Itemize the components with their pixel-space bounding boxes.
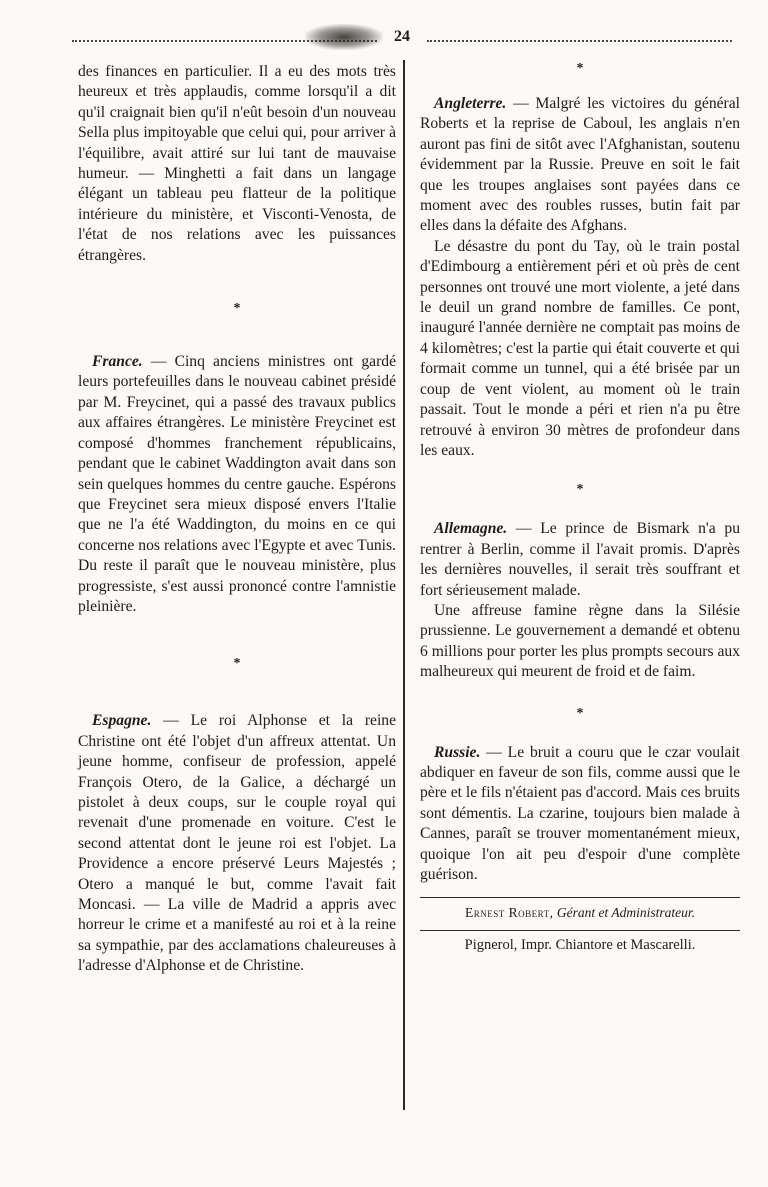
header-ornament-right <box>427 40 732 46</box>
france-article <box>78 352 396 617</box>
russia-body: — Le bruit a couru que le czar voulait abdiquer en faveur de son fils, comme aussi que le père et le fils n'étaient pas d'accord. Mais ces bruits sont démentis. La czarine, toujours bien malade à Cannes, paraît se trouver momentanément mieux, quoique l'on ait peu d'espoir d'une complète guérison. <box>420 743 740 883</box>
printer-line: Pignerol, Impr. Chiantore et Mascarelli. <box>464 937 696 954</box>
italy-continuation: des finances en particulier. Il a eu des mots très heureux et très applaudis, comme lorsqu'il a dit qu'il craignait bien qu'il n'eût besoin d'un nouveau Sella plus impitoyable que celui qui, pour arriver à l'équilibre, avait attiré sur lui tant de mauvaise humeur. — Minghetti a fait dans un langage élégant un tableau peu flatteur de la politique intérieure du ministère, et Visconti-Venosta, de l'état de nos relations avec les puissances étrangères. <box>78 63 396 264</box>
footer-rule <box>420 897 740 898</box>
germany-body: — Le prince de Bismark n'a pu rentrer à Berlin, comme il l'avait promis. D'après les dernières nouvelles, il serait très souffrant et fort sérieusement malade. <box>420 520 740 599</box>
column-divider <box>403 60 405 1110</box>
footer-role: Gérant et Administrateur. <box>553 905 695 921</box>
russia-heading: Russie. <box>434 743 481 761</box>
england-article-2: Le désastre du pont du Tay, où le train postal d'Edimbourg a entièrement péri et où près de cent personnes ont trouvé une mort violente, a jeté dans le deuil un grand nombre de familles. Ce pont, inauguré l'année dernière ne comptait pas moins de 4 kilomètres; c'est la partie qui était couverte et qui formait comme un tunnel, qui a été brisée par un coup de vent violent, au moment où le train passait. Tout le monde a péri et rien n'a pu être retrouvé à environ 30 mètres de profondeur dans les eaux. <box>420 237 740 459</box>
england-body: — Malgré les victoires du général Roberts et la reprise de Caboul, les anglais n'en auront pas fini de sitôt avec l'Afghanistan, soutenu évidemment par la Russie. Preuve en soit le fait que les troupes anglaises sont payées dans ce moment avec des roubles russes, butin fait par elles dans la défaite des Afghans. <box>420 95 740 235</box>
france-body: — Cinq anciens ministres ont gardé leurs portefeuilles dans le nouveau cabinet présidé par M. Freycinet, qui a passé des travaux publics aux affaires étrangères. Le ministère Freycinet est composé d'hommes franchement républicains, pendant que le cabinet Waddington avait dans son sein quelques hommes du centre gauche. Espérons que Freycinet sera mieux disposé envers l'Italie que ne l'a été Waddington, du moins en ce qui concerne nos relations avec l'Egypte et avec Tunis. Du reste il paraît que le nouveau ministère, plus progressiste, s'est aussi prononcé contre l'amnistie pleinière. <box>78 353 396 615</box>
spain-article <box>78 711 396 976</box>
footer-rule <box>420 930 740 931</box>
germany-heading: Allemagne. <box>434 520 508 538</box>
separator-star: * <box>576 482 584 498</box>
germany-article <box>420 519 740 601</box>
page-number: 24 <box>394 28 410 45</box>
separator-star: * <box>576 705 584 721</box>
france-heading: France. <box>92 353 143 371</box>
spain-heading: Espagne. <box>92 712 152 730</box>
page-header <box>72 28 732 52</box>
england-article <box>420 94 740 237</box>
right-column <box>420 62 740 955</box>
footer-name: Ernest Robert, <box>465 905 554 921</box>
left-column <box>78 62 396 977</box>
footer-signature <box>420 904 740 922</box>
separator-star: * <box>233 656 241 672</box>
russia-article <box>420 743 740 886</box>
england-heading: Angleterre. <box>434 95 507 112</box>
germany-article-2: Une affreuse famine règne dans la Silésie prussienne. Le gouvernement a demandé et obtenu 6 millions pour porter les plus prompts secours aux malheureux qui meurent de froid et de faim. <box>420 601 740 681</box>
separator-star: * <box>576 61 584 76</box>
separator-star: * <box>233 301 241 317</box>
spain-body: — Le roi Alphonse et la reine Christine ont été l'objet d'un affreux attentat. Un jeune homme, confiseur de profession, appelé François Otero, de la Galice, a déchargé un pistolet à deux coups, sur le couple royal qui revenait d'une promenade en voiture. C'est le second attentat dont le jeune roi est l'objet. La Providence a encore préservé Leurs Majestés ; Otero a manqué le but, comme l'avait fait Moncasi. — La ville de Madrid a appris avec horreur le crime et a manifesté au roi et à la reine sa sympathie, par des acclamations chaleureuses à l'adresse d'Alphonse et de Christine. <box>78 712 396 975</box>
ink-smudge <box>305 24 383 50</box>
